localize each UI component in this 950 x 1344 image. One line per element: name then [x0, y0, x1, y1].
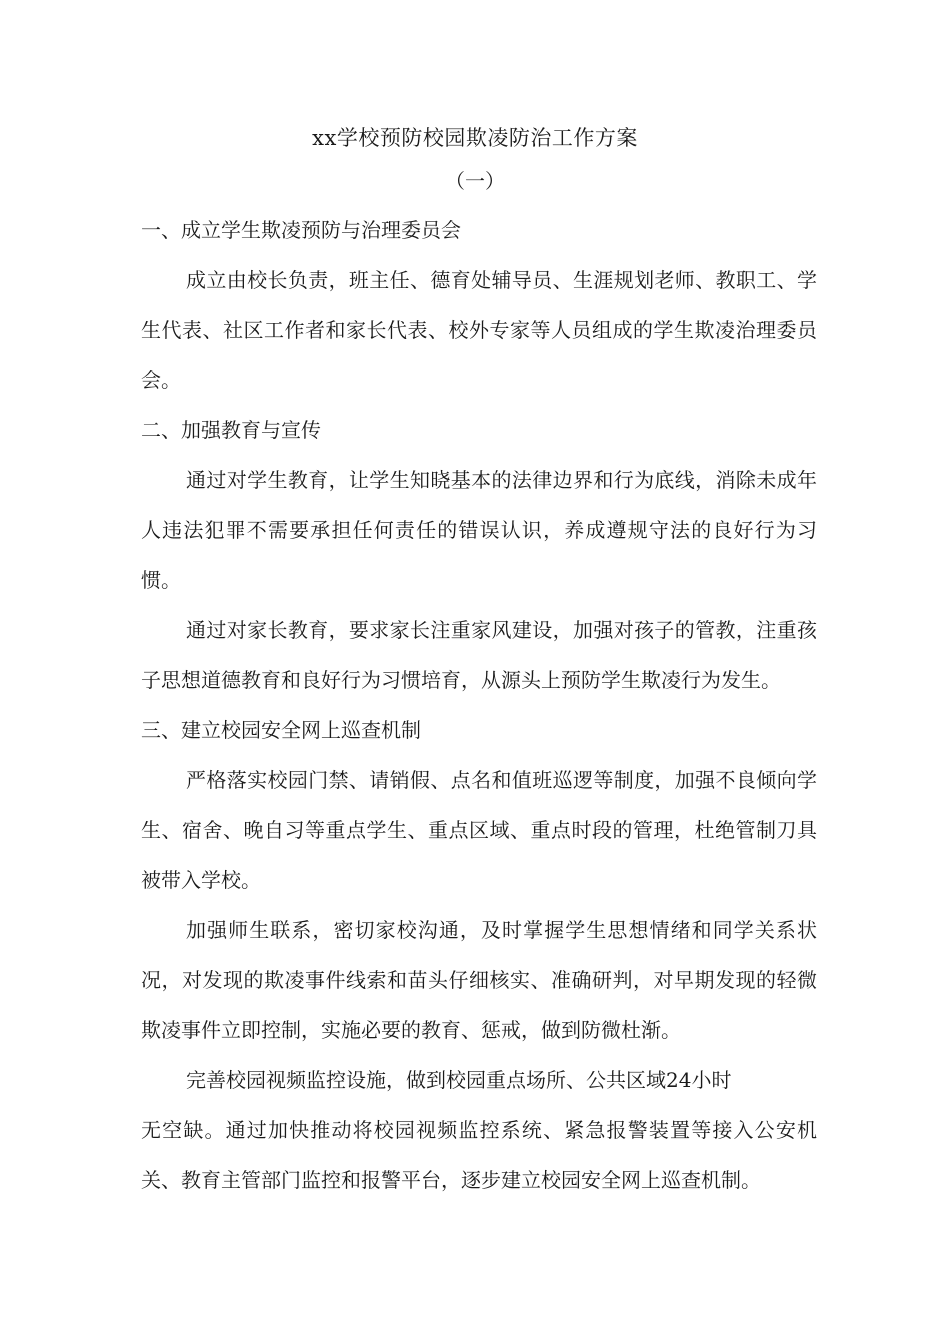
paragraph-line: 生、宿舍、晚自习等重点学生、重点区域、重点时段的管理，杜绝管制刀具 [141, 818, 817, 842]
paragraph-line: 无空缺。通过加快推动将校园视频监控系统、紧急报警装置等接入公安机 [141, 1118, 817, 1142]
section-heading-1: 一、成立学生欺凌预防与治理委员会 [141, 218, 461, 242]
paragraph-line: 会。 [141, 368, 181, 392]
paragraph-line: 被带入学校。 [141, 868, 261, 892]
paragraph-line: 成立由校长负责，班主任、德育处辅导员、生涯规划老师、教职工、学 [186, 268, 817, 292]
paragraph-line: 严格落实校园门禁、请销假、点名和值班巡逻等制度，加强不良倾向学 [186, 768, 817, 792]
paragraph-line: 完善校园视频监控设施，做到校园重点场所、公共区域24小时 [186, 1068, 732, 1092]
paragraph-line: 欺凌事件立即控制，实施必要的教育、惩戒，做到防微杜渐。 [141, 1018, 681, 1042]
paragraph-line: 通过对学生教育，让学生知晓基本的法律边界和行为底线，消除未成年 [186, 468, 817, 492]
paragraph-line: 生代表、社区工作者和家长代表、校外专家等人员组成的学生欺凌治理委员 [141, 318, 817, 342]
paragraph-line: 人违法犯罪不需要承担任何责任的错误认识，养成遵规守法的良好行为习 [141, 518, 817, 542]
document-subtitle: （一） [445, 169, 505, 193]
paragraph-line: 加强师生联系，密切家校沟通，及时掌握学生思想情绪和同学关系状 [186, 918, 817, 942]
paragraph-line: 子思想道德教育和良好行为习惯培育，从源头上预防学生欺凌行为发生。 [141, 668, 781, 692]
section-heading-3: 三、建立校园安全网上巡查机制 [141, 718, 421, 742]
section-heading-2: 二、加强教育与宣传 [141, 418, 321, 442]
document-title: xx学校预防校园欺凌防治工作方案 [312, 126, 638, 150]
paragraph-line: 况，对发现的欺凌事件线索和苗头仔细核实、准确研判，对早期发现的轻微 [141, 968, 817, 992]
paragraph-line: 关、教育主管部门监控和报警平台，逐步建立校园安全网上巡查机制。 [141, 1168, 761, 1192]
paragraph-line: 通过对家长教育，要求家长注重家风建设，加强对孩子的管教，注重孩 [186, 618, 817, 642]
paragraph-line: 惯。 [141, 568, 181, 592]
